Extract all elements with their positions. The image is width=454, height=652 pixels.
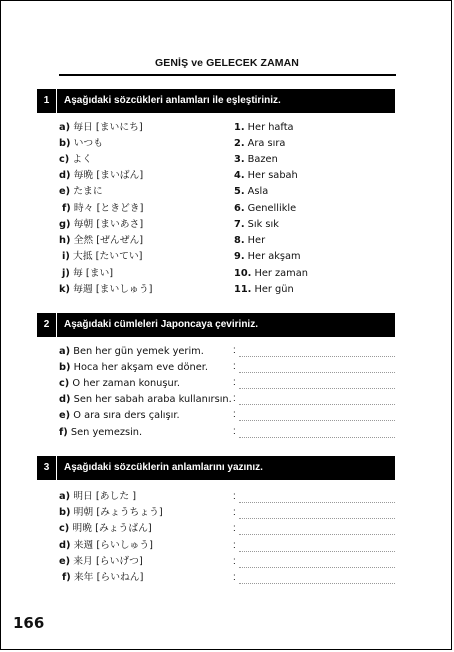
translate-item: c) O her zaman konuşur. (59, 378, 180, 389)
match-right-item: 8. Her (234, 235, 266, 246)
match-right-item: 2. Ara sıra (234, 138, 286, 149)
title-rule (59, 74, 396, 76)
translate-item: f) Sen yemezsin. (59, 427, 143, 438)
meaning-item: b) 明朝 [みょうちょう] (59, 507, 163, 518)
answer-line[interactable] (239, 567, 395, 568)
match-right-item: 1. Her hafta (234, 122, 294, 133)
meaning-item: f) 来年 [らいねん] (62, 572, 144, 583)
answer-line[interactable] (239, 534, 395, 535)
answer-colon: : (233, 345, 236, 356)
answer-colon: : (233, 393, 236, 404)
match-right-item: 3. Bazen (234, 154, 278, 165)
answer-line[interactable] (239, 518, 395, 519)
match-right-item: 7. Sık sık (234, 219, 279, 230)
match-right-item: 4. Her sabah (234, 170, 298, 181)
section-1-header (37, 89, 395, 113)
match-left-item: i) 大抵 [たいてい] (62, 251, 143, 262)
translate-item: b) Hoca her akşam eve döner. (59, 362, 208, 373)
match-left-item: a) 毎日 [まいにち] (59, 122, 143, 133)
match-right-item: 10. Her zaman (234, 268, 308, 279)
answer-colon: : (233, 556, 236, 567)
translate-item: d) Sen her sabah araba kullanırsın. (59, 394, 232, 405)
answer-colon: : (233, 540, 236, 551)
answer-line[interactable] (239, 583, 395, 584)
match-left-item: k) 毎週 [まいしゅう] (59, 284, 153, 295)
match-left-item: g) 毎朝 [まいあさ] (59, 219, 144, 230)
answer-line[interactable] (239, 502, 395, 503)
meaning-item: c) 明晩 [みょうばん] (59, 523, 152, 534)
answer-colon: : (233, 491, 236, 502)
match-left-item: d) 毎晩 [まいばん] (59, 170, 144, 181)
answer-line[interactable] (239, 420, 395, 421)
section-3-number: 3 (37, 456, 57, 480)
answer-line[interactable] (239, 404, 395, 405)
meaning-item: d) 来週 [らいしゅう] (59, 540, 153, 551)
meaning-item: a) 明日 [あした ] (59, 491, 137, 502)
match-left-item: f) 時々 [ときどき] (62, 203, 144, 214)
section-3-header (37, 456, 395, 480)
match-right-item: 11. Her gün (234, 284, 294, 295)
match-right-item: 5. Asla (234, 186, 269, 197)
answer-line[interactable] (239, 388, 395, 389)
section-2-header (37, 313, 395, 337)
answer-colon: : (233, 507, 236, 518)
answer-line[interactable] (239, 551, 395, 552)
section-1-title: Aşağıdaki sözcükleri anlamları ile eşleştiriniz. (64, 95, 281, 106)
page-number: 166 (13, 614, 45, 632)
answer-line[interactable] (239, 437, 395, 438)
match-left-item: j) 毎 [まい] (62, 268, 114, 279)
answer-colon: : (233, 409, 236, 420)
answer-colon: : (233, 361, 236, 372)
meaning-item: e) 来月 [らいげつ] (59, 556, 143, 567)
translate-item: a) Ben her gün yemek yerim. (59, 346, 204, 357)
answer-colon: : (233, 523, 236, 534)
section-2-number: 2 (37, 313, 57, 337)
match-left-item: h) 全然 [ぜんぜん] (59, 235, 144, 246)
translate-item: e) O ara sıra ders çalışır. (59, 410, 180, 421)
match-right-item: 6. Genellikle (234, 203, 297, 214)
answer-colon: : (233, 426, 236, 437)
section-3-title: Aşağıdaki sözcüklerin anlamlarını yazınız. (64, 462, 263, 473)
page-title: GENİŞ ve GELECEK ZAMAN (155, 57, 299, 69)
match-left-item: b) いつも (59, 138, 104, 149)
answer-colon: : (233, 377, 236, 388)
section-2-title: Aşağıdaki cümleleri Japoncaya çeviriniz. (64, 319, 258, 330)
answer-line[interactable] (239, 372, 395, 373)
section-1-number: 1 (37, 89, 57, 113)
match-left-item: c) よく (59, 154, 93, 165)
match-right-item: 9. Her akşam (234, 251, 301, 262)
answer-line[interactable] (239, 356, 395, 357)
match-left-item: e) たまに (59, 186, 103, 197)
answer-colon: : (233, 572, 236, 583)
